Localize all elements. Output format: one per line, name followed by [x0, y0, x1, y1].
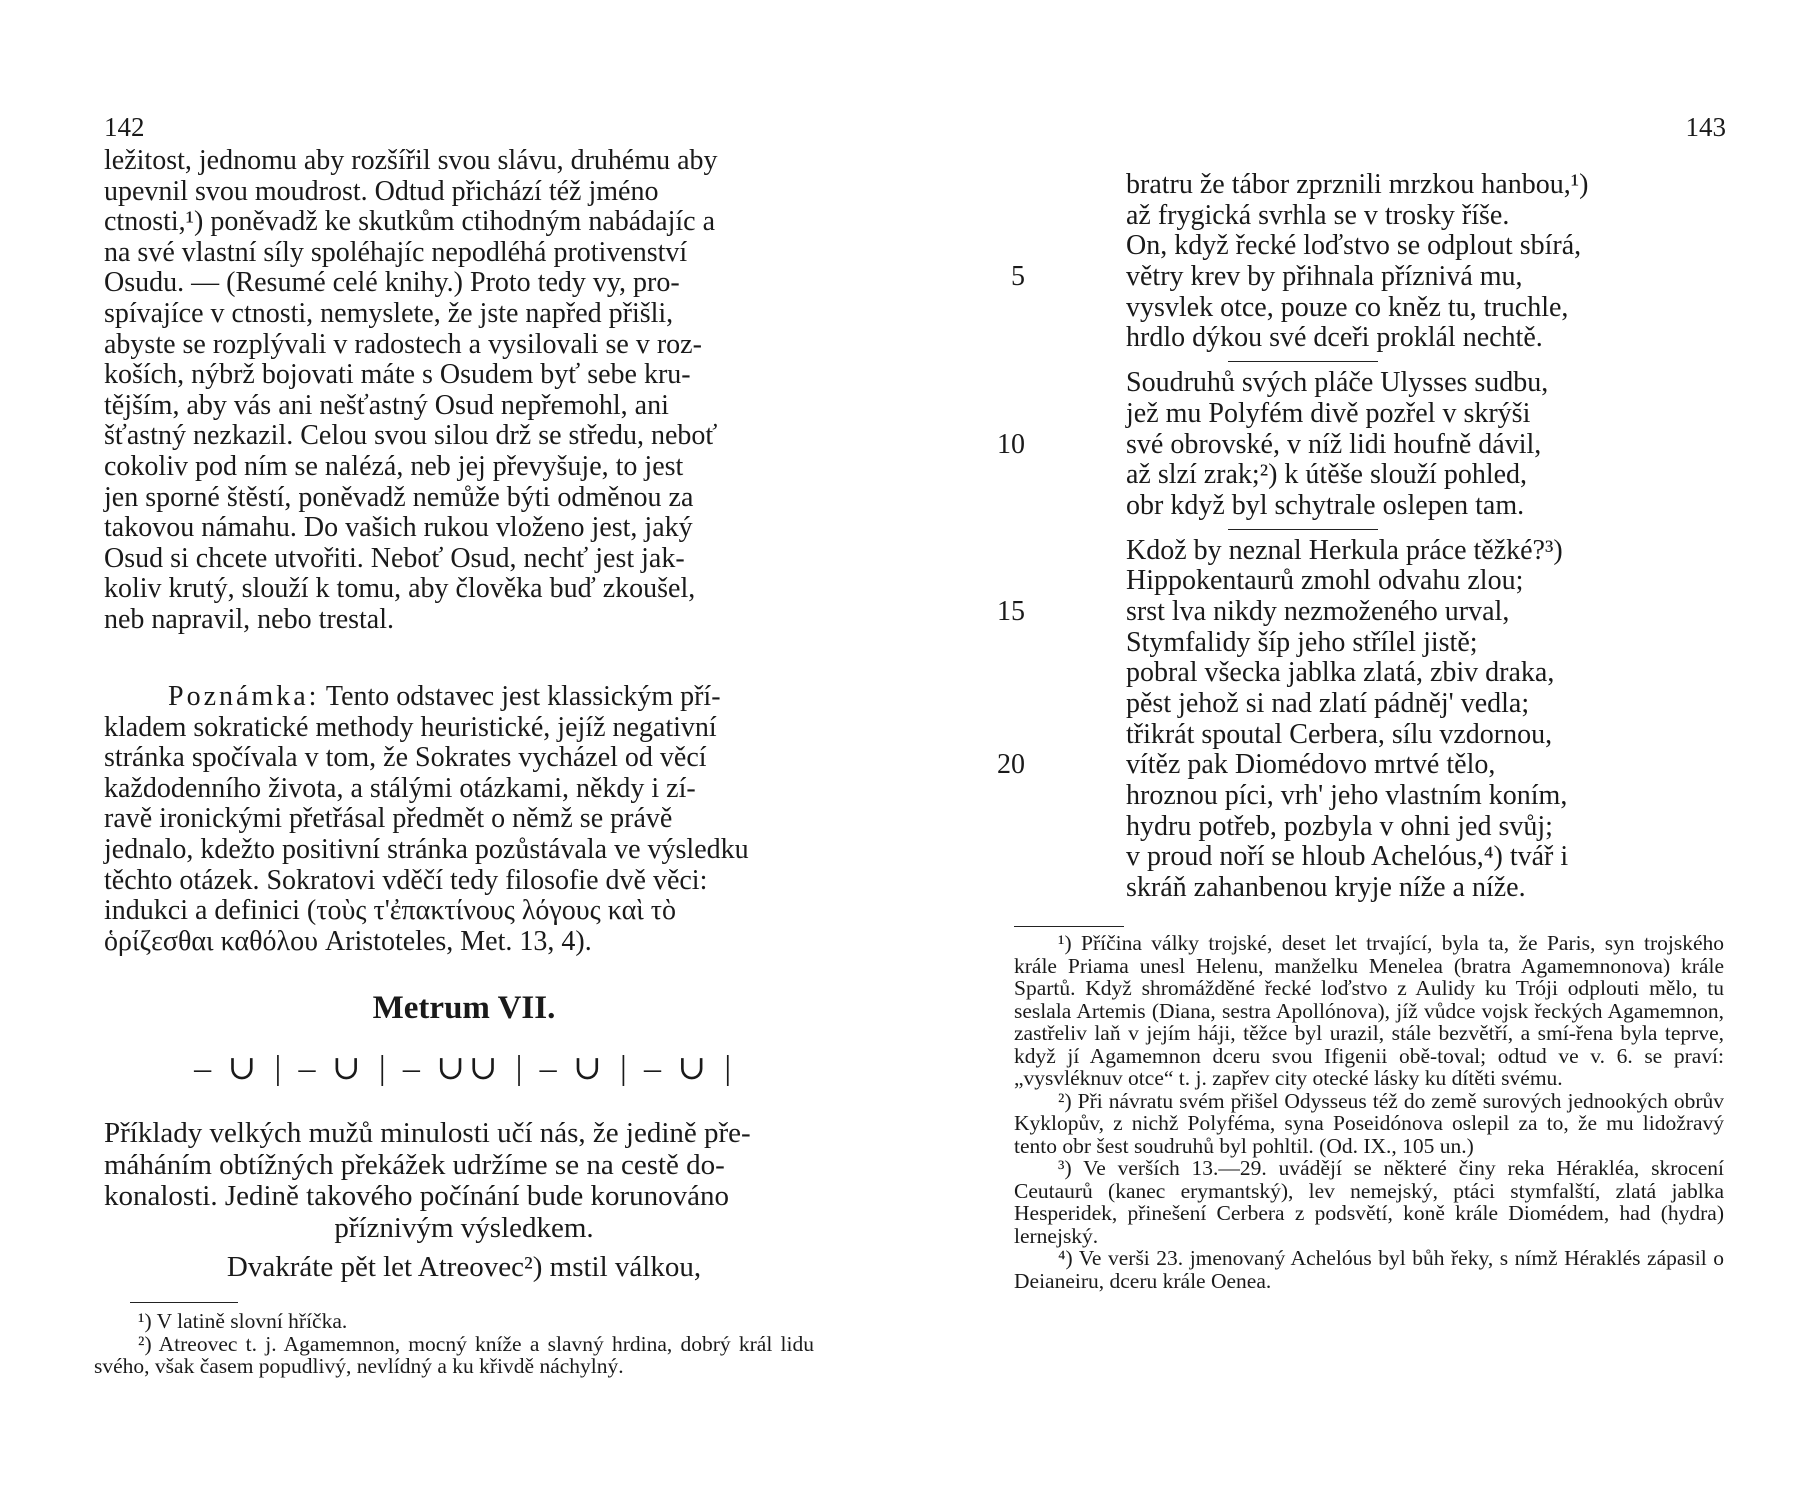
note-line: ὁρίζεσθαι καθόλου Aristoteles, Met. 13, 4).: [104, 925, 592, 957]
footnotes-right: [1014, 932, 1724, 1292]
verse-text: hydru potřeb, pozbyla v ohni jed svůj;: [1126, 810, 1553, 842]
verse-text: větry krev by přihnala příznivá mu,: [1126, 261, 1523, 293]
paragraph-line: upevnil svou moudrost. Odtud přichází též jméno: [104, 175, 659, 207]
stanza-divider: [1228, 529, 1378, 530]
verse: [910, 293, 1820, 324]
verse: [910, 491, 1820, 522]
verse: [910, 750, 1820, 781]
verse-text: Stymfalidy šíp jeho střílel jistě;: [1126, 626, 1478, 658]
paragraph-line: ctnosti,¹) poněvadž ke skutkům ctihodným nabádajíc a: [104, 206, 716, 238]
right-page: [910, 0, 1820, 1500]
summary-paragraph: [104, 1118, 824, 1244]
paragraph-line: cokoliv pod ním se nalézá, neb jej převyšuje, to jest: [104, 450, 684, 482]
verse: [910, 628, 1820, 659]
paragraph-line: Osudu. — (Resumé celé knihy.) Proto tedy vy, pro-: [104, 267, 680, 299]
verse-text: jež mu Polyfém divě pozřel v skrýši: [1126, 397, 1531, 429]
verse: [910, 781, 1820, 812]
footnote: ²) Atreovec t. j. Agamemnon, mocný kníže a slavný hrdina, dobrý král lidu svého, však časem popudlivý, nevlídný a ku křivdě náchylný.: [94, 1331, 814, 1378]
note-label: Poznámka:: [168, 681, 320, 712]
verse-text: pobral všecka jablka zlatá, zbiv draka,: [1126, 657, 1555, 689]
paragraph-line: takovou námahu. Do vašich rukou vloženo jest, jaký: [104, 512, 693, 544]
verse: [910, 842, 1820, 873]
verse: [910, 323, 1820, 354]
footnote: ¹) Příčina války trojské, deset let trvající, byla ta, že Paris, syn trojského krále Priama unesl Helenu, manželku Menelea (bratra Agamemnonova) krále Spartů. Když shromážděné řecké loďstvo z Aulidy ku Tróji odplouti mělo, tu seslala Artemis (Diana, sestra Apollónova), jíž vůdce vojsk řeckých Agamemnon, zastřeliv laň v jejím háji, těžce byl urazil, stále bezvětří, a smí-řena byla teprve, když jí Agamemnon dceru svou Ifigenii obě-toval; odtud ve v. 6. se praví: „vysvléknuv otce“ t. j. zapřev city otecké lásky ku dítěti svému.: [1014, 931, 1724, 1090]
verse: [910, 399, 1820, 430]
summary-line: máháním obtížných překážek udržíme se na cestě do-: [104, 1148, 725, 1181]
verse-text: skráň zahanbenou kryje níže a níže.: [1126, 872, 1526, 904]
verse: [910, 720, 1820, 751]
verse-1: Dvakráte pět let Atreovec²) mstil válkou,: [226, 1251, 702, 1283]
note-line: těchto otázek. Sokratovi vděčí tedy filosofie dvě věci:: [104, 864, 708, 896]
verse-text: vítěz pak Diomédovo mrtvé tělo,: [1126, 749, 1496, 781]
footnote: ³) Ve verších 13.—29. uvádějí se některé činy reka Hérakléa, skrocení Ceutaurů (kanec erymantský), lev nemejský, ptáci stymfalští, zlatá jablka Hesperidek, přinešení Cerbera z podsvětí, koně krále Diomédem, had (hydra) lernejský.: [1014, 1156, 1724, 1248]
verse-text: pěst jehož si nad zlatí pádněj' vedla;: [1126, 688, 1530, 719]
verse-text: Soudruhů svých pláče Ulysses sudbu,: [1126, 367, 1549, 399]
stanza: [910, 368, 1820, 521]
paragraph-line: spívajíce v ctnosti, nemyslete, že jste napřed přišli,: [104, 297, 674, 329]
verse-text: srst lva nikdy nezmoženého urval,: [1126, 595, 1510, 627]
metrum-heading: Metrum VII.: [372, 990, 556, 1026]
verse: [910, 201, 1820, 232]
footnotes-left: [94, 1310, 814, 1378]
paragraph-line: abyste se rozplývali v radostech a vysilovali se v roz-: [104, 328, 702, 360]
verse-text: své obrovské, v níž lidi houfně dávil,: [1126, 428, 1542, 460]
verse: [910, 231, 1820, 262]
verse-number: 20: [997, 749, 1025, 781]
note-line: kladem sokratické methody heuristické, jejíž negativní: [104, 711, 717, 743]
verse: [910, 368, 1820, 399]
paragraph-line: jen sporné štěstí, poněvadž nemůže býti odměnou za: [104, 481, 694, 513]
paragraph-line: šťastný nezkazil. Celou svou silou drž se středu, neboť: [104, 420, 718, 452]
verse-text: hroznou píci, vrh' jeho vlastním koním,: [1126, 780, 1568, 812]
verse-text: On, když řecké loďstvo se odplout sbírá,: [1126, 230, 1582, 262]
verse-text: bratru že tábor zprznili mrzkou hanbou,¹): [1126, 169, 1589, 200]
verse-text: vysvlek otce, pouze co kněz tu, truchle,: [1126, 291, 1569, 323]
page-number-right: 143: [1685, 112, 1726, 142]
meter-scheme: – ∪ | – ∪ | – ∪∪ | – ∪ | – ∪ |: [194, 1050, 736, 1087]
footnote: ¹) V latině slovní hříčka.: [138, 1309, 348, 1333]
verse-number: 5: [1011, 261, 1025, 293]
stanza-divider: [1228, 361, 1378, 362]
verse-text: Hippokentaurů zmohl odvahu zlou;: [1126, 565, 1524, 597]
verse-text: v proud noří se hloub Achelóus,⁴) tvář i: [1126, 841, 1569, 873]
poem: [910, 170, 1820, 942]
verse: [910, 170, 1820, 201]
stanza: [910, 536, 1820, 935]
verse-text: hrdlo dýkou své dceři proklál nechtě.: [1126, 322, 1543, 354]
summary-line: konalosti. Jedině takového počínání bude korunováno: [104, 1180, 729, 1212]
note-line: ravě ironickými přetřásal předmět o němž se právě: [104, 803, 673, 835]
verse: [910, 689, 1820, 720]
verse-text: až slzí zrak;²) k útěše slouží pohled,: [1126, 459, 1528, 491]
note-paragraph: [104, 682, 824, 957]
summary-line: Příklady velkých mužů minulosti učí nás, že jedině pře-: [104, 1117, 751, 1149]
verse-text: třikrát spoutal Cerbera, sílu vzdornou,: [1126, 718, 1553, 750]
note-first-line-text: Tento odstavec jest klassickým pří-: [319, 681, 721, 712]
note-line: stránka spočívala v tom, že Sokrates vycházel od věcí: [104, 742, 707, 774]
verse: [910, 536, 1820, 567]
main-paragraph: [104, 146, 824, 636]
verse: [910, 658, 1820, 689]
paragraph-line: Osud si chcete utvořiti. Neboť Osud, nechť jest jak-: [104, 542, 685, 574]
verse-text: obr když byl schytrale oslepen tam.: [1126, 489, 1525, 521]
verse: [910, 812, 1820, 843]
verse: [910, 904, 1820, 935]
footnote: ²) Při návratu svém přišel Odysseus též do země surových jednookých obrův Kyklopův, z nichž Polyféma, syna Poseidónova oslepil za to, že mu lidožravý tento obr šest soudruhů byl pohltil. (Od. IX., 105 un.): [1014, 1088, 1724, 1158]
footnote-rule: [1014, 926, 1124, 927]
note-line: každodenního života, a stálými otázkami, někdy i zí-: [104, 772, 696, 804]
verse: [910, 460, 1820, 491]
page-number-left: 142: [104, 112, 145, 142]
verse-text: Kdož by neznal Herkula práce těžké?³): [1126, 534, 1563, 566]
paragraph-line: neb napravil, nebo trestal.: [104, 603, 395, 635]
verse: [910, 873, 1820, 904]
verse-number: 10: [997, 428, 1025, 460]
verse-number: 15: [997, 595, 1025, 627]
paragraph-line: na své vlastní síly spoléhajíc nepodléhá protivenství: [104, 236, 688, 268]
footnote: ⁴) Ve verši 23. jmenovaný Achelóus byl bůh řeky, s nímž Héraklés zápasil o Deianeiru, dceru krále Oenea.: [1014, 1246, 1724, 1293]
note-first-line: [104, 682, 824, 713]
verse: [910, 597, 1820, 628]
verse: [910, 262, 1820, 293]
verse: [910, 430, 1820, 461]
paragraph-line: ležitost, jednomu aby rozšířil svou slávu, druhému aby: [104, 145, 718, 176]
stanza: [910, 170, 1820, 354]
verse-text: až frygická svrhla se v trosky říše.: [1126, 199, 1510, 231]
paragraph-line: koších, nýbrž bojovati máte s Osudem byť sebe kru-: [104, 359, 691, 391]
footnote-rule: [130, 1302, 238, 1303]
paragraph-line: koliv krutý, slouží k tomu, aby člověka buď zkoušel,: [104, 573, 696, 605]
verse: [910, 566, 1820, 597]
summary-line: příznivým výsledkem.: [334, 1211, 594, 1244]
paragraph-line: tějším, aby vás ani nešťastný Osud nepřemohl, ani: [104, 389, 669, 421]
note-line: indukci a definici (τοὺς τ'ἐπακτίνους λόγους καὶ τὸ: [104, 895, 677, 927]
note-line: jednalo, kdežto positivní stránka pozůstávala ve výsledku: [104, 833, 749, 865]
